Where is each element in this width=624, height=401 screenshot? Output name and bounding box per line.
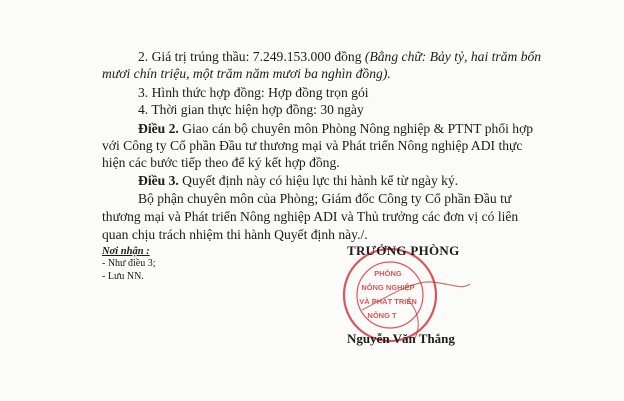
signatory-name: Nguyễn Văn Thắng xyxy=(347,331,455,346)
article-2-line1 xyxy=(138,120,533,137)
recipient-item: - Lưu NN. xyxy=(102,271,144,282)
article-2-line2: với Công ty Cổ phần Đầu tư thương mại và Phát triển Nông nghiệp ADI thực xyxy=(102,138,523,153)
article-2-text: Giao cán bộ chuyên môn Phòng Nông nghiệp & PTNT phối hợp xyxy=(178,121,534,136)
amount-in-words-line1: (Bằng chữ: Bảy tỷ, hai trăm bốn xyxy=(364,49,542,64)
article-3-heading: Điều 3. xyxy=(138,173,179,188)
article-3-text: Quyết định này có hiệu lực thi hành kể từ ngày ký. xyxy=(178,173,459,188)
svg-text:PHÒNG: PHÒNG xyxy=(374,269,402,278)
article-3-line2: Bộ phận chuyên môn của Phòng; Giám đốc Công ty Cổ phần Đầu tư xyxy=(138,191,512,206)
signatory-title: TRƯỞNG PHÒNG xyxy=(347,243,460,258)
article-2-line3: hiện các bước tiếp theo để ký kết hợp đồng. xyxy=(102,155,340,170)
article-2-heading: Điều 2. xyxy=(138,121,179,136)
svg-text:NÔNG T: NÔNG T xyxy=(367,311,397,320)
article-3-line1 xyxy=(138,172,458,189)
item-2-contract-value xyxy=(138,48,541,65)
svg-text:NÔNG NGHIỆP: NÔNG NGHIỆP xyxy=(361,283,415,292)
amount-in-words-line2: mươi chín triệu, một trăm năm mươi ba nghìn đồng). xyxy=(102,66,391,81)
item-3-contract-form: 3. Hình thức hợp đồng: Hợp đồng trọn gói xyxy=(138,85,369,100)
recipients-title: Nơi nhận : xyxy=(102,246,150,257)
recipient-item: - Như điều 3; xyxy=(102,258,156,269)
item-2-label: 2. Giá trị trúng thầu: 7.249.153.000 đồng xyxy=(138,49,365,64)
item-4-contract-duration: 4. Thời gian thực hiện hợp đồng: 30 ngày xyxy=(138,102,364,117)
article-3-line4: quan chịu trách nhiệm thi hành Quyết định này./. xyxy=(102,227,368,242)
article-3-line3: thương mại và Phát triển Nông nghiệp ADI và Thủ trưởng các đơn vị có liên xyxy=(102,209,519,224)
svg-text:VÀ PHÁT TRIỂN: VÀ PHÁT TRIỂN xyxy=(359,297,417,306)
